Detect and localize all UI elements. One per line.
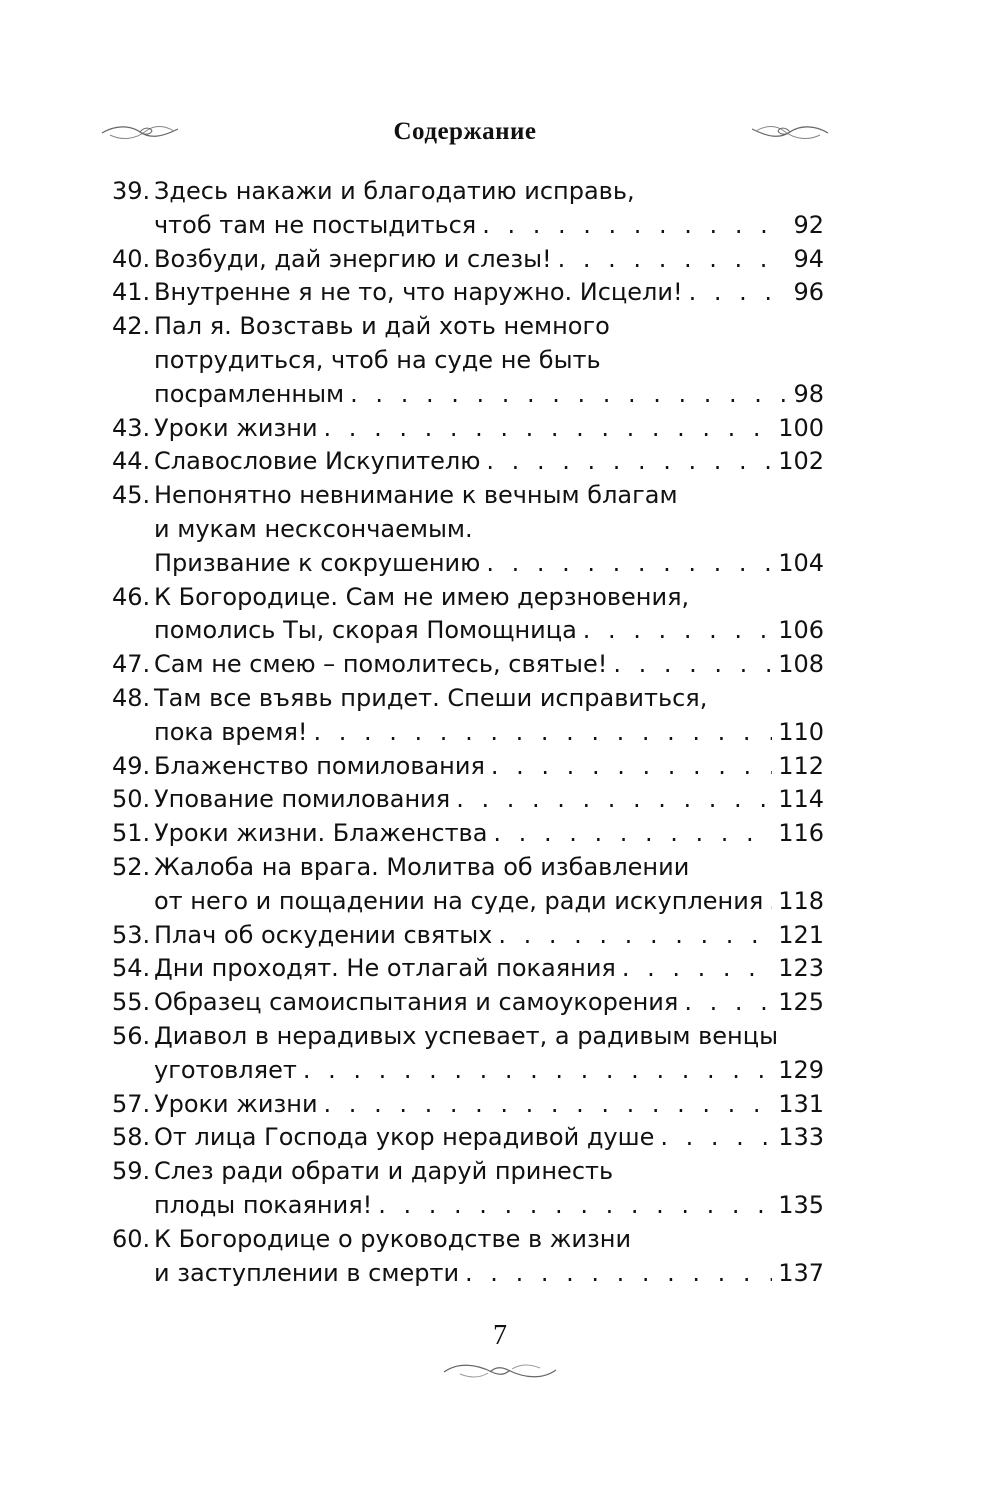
toc-entry-text: и заступлении в смерти [154,1258,460,1287]
toc-line [112,919,824,953]
toc-entry-text: чтоб там не постыдиться [154,210,477,239]
toc-page-number: 131 [778,1089,824,1118]
toc-entry[interactable] [112,243,824,277]
toc-page-number: 106 [778,616,824,645]
toc-entry-text: Диавол в нерадивых успевает, а радивым венцы [154,1021,779,1050]
toc-entry-text: плоды покаяния! [154,1190,373,1219]
toc-entry-text: Славословие Искупителю [154,447,481,476]
toc-page-number: 112 [778,751,824,780]
toc-entry-text: Внутренне я не то, что наружно. Исцели! [154,278,683,307]
dot-leader [583,614,772,648]
toc-line [112,209,824,243]
toc-entry[interactable] [112,310,824,411]
toc-entry-number: 40. [112,244,151,273]
toc-entry-number: 58. [112,1123,151,1152]
toc-entry-text: От лица Господа укор нерадивой душе [154,1123,655,1152]
toc-entry-text: Дни проходят. Не отлагай покаяния [154,954,616,983]
toc-entry-number: 55. [112,988,151,1017]
toc-entry-text: Упование помилования [154,785,451,814]
dot-leader [689,276,788,310]
toc-page-number: 135 [778,1190,824,1219]
toc-page-number: 104 [778,548,824,577]
toc-entry-number: 57. [112,1089,151,1118]
toc-page-number: 98 [793,379,824,408]
toc-entry-text: К Богородице. Сам не имею дерзновения, [154,582,690,611]
toc-line [112,1189,824,1223]
toc-entry-number: 50. [112,785,151,814]
dot-leader [486,547,772,581]
toc-line [112,1054,824,1088]
toc-entry-number: 56. [112,1021,151,1050]
toc-entry[interactable] [112,1121,824,1155]
dot-leader [491,750,772,784]
dot-leader [660,1121,772,1155]
toc-line [112,276,824,310]
toc-page-number: 110 [778,717,824,746]
dot-leader [378,1189,772,1223]
toc-entry[interactable] [112,750,824,784]
dot-leader [769,885,772,919]
toc-line [112,1155,824,1189]
toc-entry[interactable] [112,1088,824,1122]
toc-entry-number: 42. [112,312,151,341]
toc-entry-text: Призвание к сокрушению [154,548,481,577]
page-number: 7 [493,1320,507,1351]
toc-entry-text: Блаженство помилования [154,751,485,780]
dot-leader [498,919,772,953]
toc-line [112,1257,824,1291]
toc-entry-text: пока время! [154,717,308,746]
toc-entry-text: Непонятно невнимание к вечным благам [154,481,678,510]
section-title: Содержание [393,118,537,145]
toc-entry[interactable] [112,648,824,682]
toc-entry-number: 59. [112,1157,151,1186]
toc-entry[interactable] [112,817,824,851]
toc-page-number: 114 [778,785,824,814]
table-of-contents [112,175,824,1290]
toc-line [112,885,824,919]
dot-leader [303,1054,772,1088]
toc-line [112,344,824,378]
toc-page-number: 129 [778,1055,824,1084]
flourish-left-icon [100,121,180,143]
dot-leader [324,412,773,446]
toc-entry-text: потрудиться, чтоб на суде не быть [154,345,601,374]
dot-leader [613,648,772,682]
toc-line [112,682,824,716]
toc-page-number: 94 [793,244,824,273]
toc-entry-text: Сам не смею – помолитесь, святые! [154,650,608,679]
toc-page-number: 123 [778,954,824,983]
toc-entry-text: Слез ради обрати и даруй принесть [154,1157,614,1186]
toc-entry-number: 60. [112,1224,151,1253]
dot-leader [486,445,772,479]
toc-entry-number: 39. [112,177,151,205]
toc-line [112,817,824,851]
toc-entry-number: 51. [112,819,151,848]
page-footer [0,1320,1000,1382]
toc-entry-text: Плач об оскудении святых [154,920,493,949]
toc-entry[interactable] [112,783,824,817]
toc-entry-number: 53. [112,920,151,949]
toc-line [112,243,824,277]
toc-entry[interactable] [112,919,824,953]
toc-entry-number: 46. [112,582,151,611]
toc-entry-text: Там все въявь придет. Спеши исправиться, [154,683,708,712]
dot-leader [558,243,788,277]
dot-leader [493,817,772,851]
toc-entry-text: посрамленным [154,379,345,408]
toc-entry-text: помолись Ты, скорая Помощница [154,616,577,645]
toc-entry[interactable] [112,952,824,986]
toc-page-number: 125 [778,988,824,1017]
toc-entry-number: 43. [112,413,151,442]
dot-leader [314,716,773,750]
toc-line [112,750,824,784]
toc-entry[interactable] [112,276,824,310]
toc-entry-number: 52. [112,852,151,881]
toc-entry-number: 47. [112,650,151,679]
toc-entry-text: от него и пощадении на суде, ради искупления [154,886,764,915]
page-header [100,112,830,152]
toc-entry[interactable] [112,1155,824,1223]
toc-entry-number: 45. [112,481,151,510]
toc-entry-text: Здесь накажи и благодатию исправь, [154,177,635,205]
dot-leader [324,1088,773,1122]
toc-line [112,1223,824,1257]
toc-line [112,1088,824,1122]
dot-leader [350,378,787,412]
toc-line [112,412,824,446]
toc-entry[interactable] [112,1223,824,1291]
toc-line [112,378,824,412]
toc-entry-number: 44. [112,447,151,476]
toc-entry[interactable] [112,445,824,479]
dot-leader [465,1257,772,1291]
toc-line [112,310,824,344]
toc-entry-text: Уроки жизни [154,1089,318,1118]
toc-entry[interactable] [112,175,824,243]
toc-entry-text: Пал я. Возставь и дай хоть немного [154,312,610,341]
toc-page-number: 92 [793,210,824,239]
toc-entry-number: 41. [112,278,151,307]
toc-line [112,716,824,750]
toc-page-number: 116 [778,819,824,848]
toc-entry[interactable] [112,682,824,750]
flourish-right-icon [750,121,830,143]
toc-entry[interactable] [112,581,824,649]
toc-page-number: 108 [778,650,824,679]
toc-line [112,986,824,1020]
toc-line [112,648,824,682]
toc-entry[interactable] [112,1020,824,1088]
toc-line [112,479,824,513]
toc-entry-text: Образец самоиспытания и самоукорения [154,988,679,1017]
toc-line [112,175,824,209]
toc-entry-text: Возбуди, дай энергию и слезы! [154,244,552,273]
toc-page-number: 118 [778,886,824,915]
toc-line [112,445,824,479]
toc-line [112,851,824,885]
toc-entry[interactable] [112,479,824,580]
toc-line [112,513,824,547]
toc-entry[interactable] [112,986,824,1020]
toc-entry-number: 49. [112,751,151,780]
toc-page-number: 133 [778,1123,824,1152]
toc-entry-number: 48. [112,683,151,712]
toc-entry-text: Уроки жизни [154,413,318,442]
toc-line [112,547,824,581]
toc-page-number: 137 [778,1258,824,1287]
toc-page-number: 96 [793,278,824,307]
toc-line [112,783,824,817]
toc-line [112,581,824,615]
toc-entry[interactable] [112,851,824,919]
toc-line [112,952,824,986]
toc-entry-text: К Богородице о руководстве в жизни [154,1224,632,1253]
dot-leader [456,783,772,817]
toc-line [112,614,824,648]
toc-entry-text: Жалоба на врага. Молитва об избавлении [154,852,690,881]
toc-entry-text: уготовляет [154,1055,297,1084]
toc-entry-number: 54. [112,954,151,983]
flourish-bottom-icon [0,1360,1000,1382]
dot-leader [684,986,772,1020]
dot-leader [482,209,787,243]
toc-page-number: 121 [778,920,824,949]
toc-page-number: 102 [778,447,824,476]
toc-page-number: 100 [778,413,824,442]
dot-leader [622,952,772,986]
toc-entry-text: Уроки жизни. Блаженства [154,819,488,848]
toc-entry[interactable] [112,412,824,446]
toc-entry-text: и мукам несксончаемым. [154,514,473,543]
toc-line [112,1020,824,1054]
toc-line [112,1121,824,1155]
